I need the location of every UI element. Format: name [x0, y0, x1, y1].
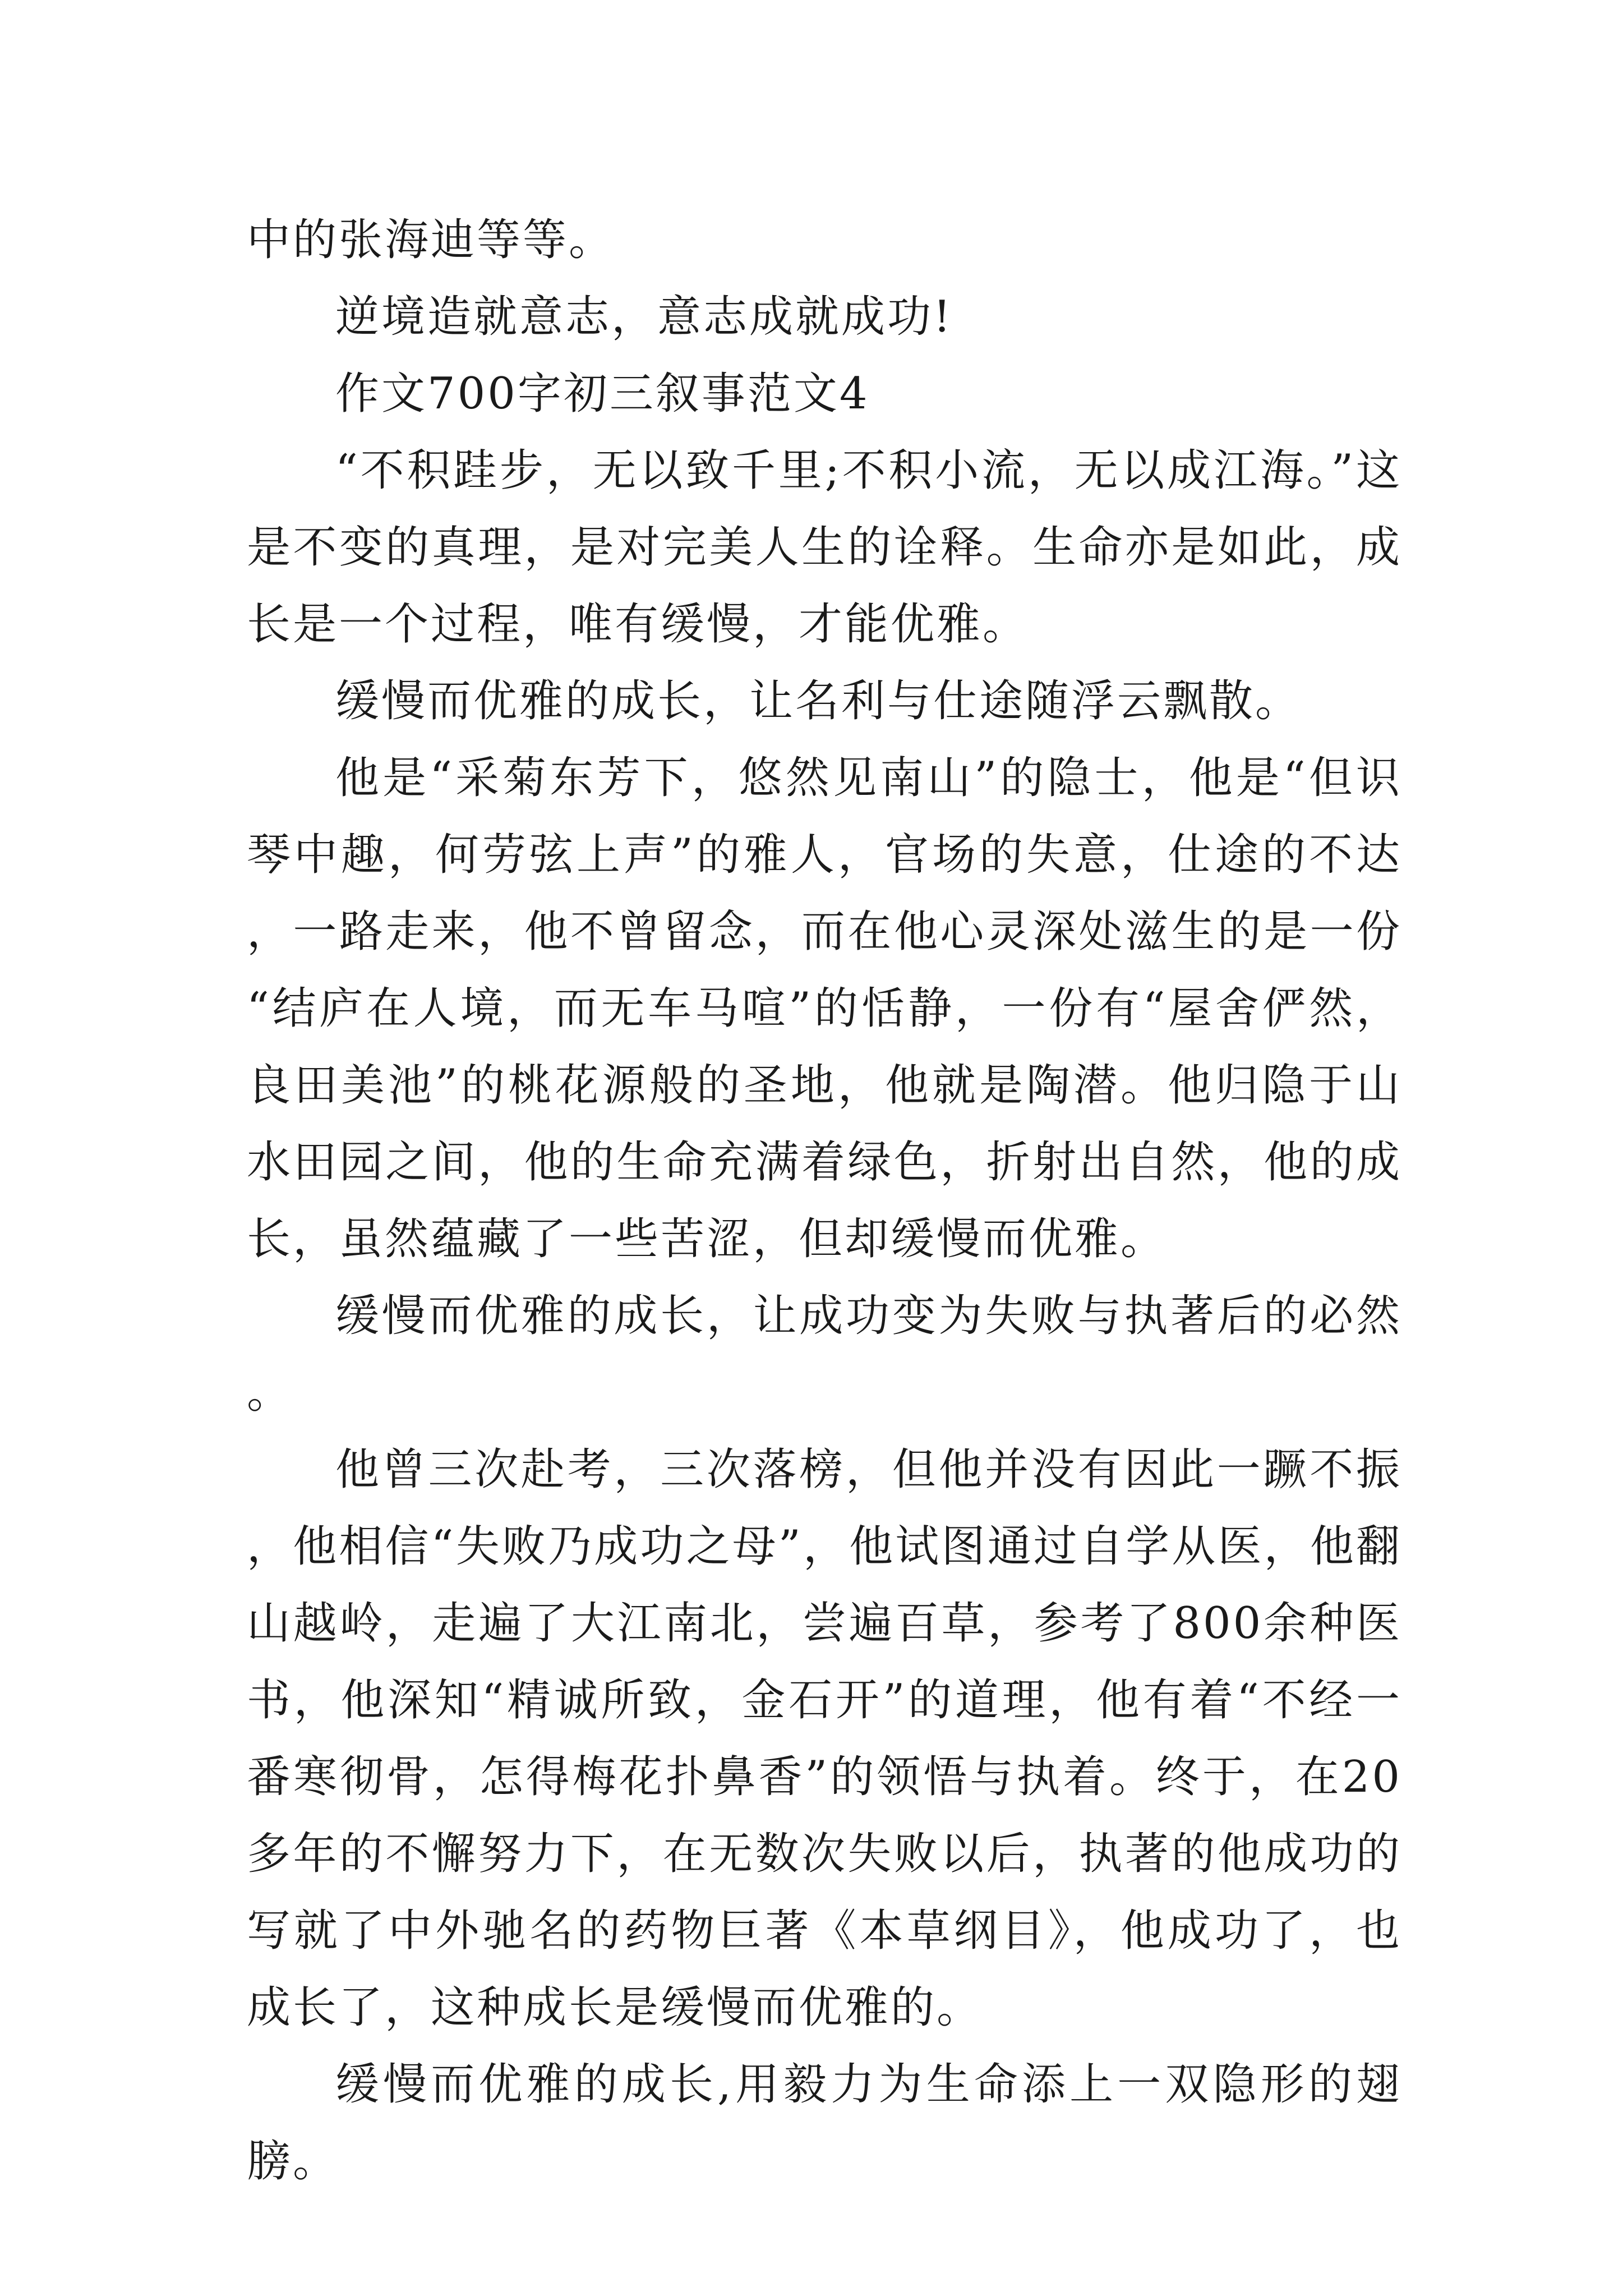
- paragraph: 他曾三次赴考，三次落榜，但他并没有因此一蹶不振，他相信“失败乃成功之母”，他试图通过自学从医，他翻山越岭，走遍了大江南北，尝遍百草，参考了800余种医书，他深知“精诚所致，金石开”的道理，他有着“不经一番寒彻骨，怎得梅花扑鼻香”的领悟与执着。终于，在20多年的不懈努力下，在无数次失败以后，执著的他成功的写就了中外驰名的药物巨著《本草纲目》，他成功了，也成长了，这种成长是缓慢而优雅的。: [247, 1444, 1402, 2033]
- section-heading: 作文700字初三叙事范文4: [335, 369, 870, 419]
- paragraph: 缓慢而优雅的成长,用毅力为生命添上一双隐形的翅膀。: [247, 2059, 1402, 2187]
- paragraph: 逆境造就意志，意志成就成功!: [335, 292, 953, 342]
- paragraph: 缓慢而优雅的成长，让名利与仕途随浮云飘散。: [335, 676, 1302, 726]
- paragraph: 中的张海迪等等。: [247, 215, 615, 265]
- paragraph: 他是“采菊东芳下，悠然见南山”的隐士，他是“但识琴中趣，何劳弦上声”的雅人，官场的失意，仕途的不达，一路走来，他不曾留念，而在他心灵深处滋生的是一份“结庐在人境，而无车马喧”的恬静，一份有“屋舍俨然，良田美池”的桃花源般的圣地，他就是陶潜。他归隐于山水田园之间，他的生命充满着绿色，折射出自然，他的成长，虽然蕴藏了一些苦涩，但却缓慢而优雅。: [247, 753, 1402, 1264]
- document-body: [247, 202, 1402, 2200]
- paragraph: 缓慢而优雅的成长，让成功变为失败与执著后的必然。: [247, 1291, 1402, 1418]
- paragraph: “不积跬步，无以致千里;不积小流，无以成江海。”这是不变的真理，是对完美人生的诠释。生命亦是如此，成长是一个过程，唯有缓慢，才能优雅。: [247, 445, 1402, 650]
